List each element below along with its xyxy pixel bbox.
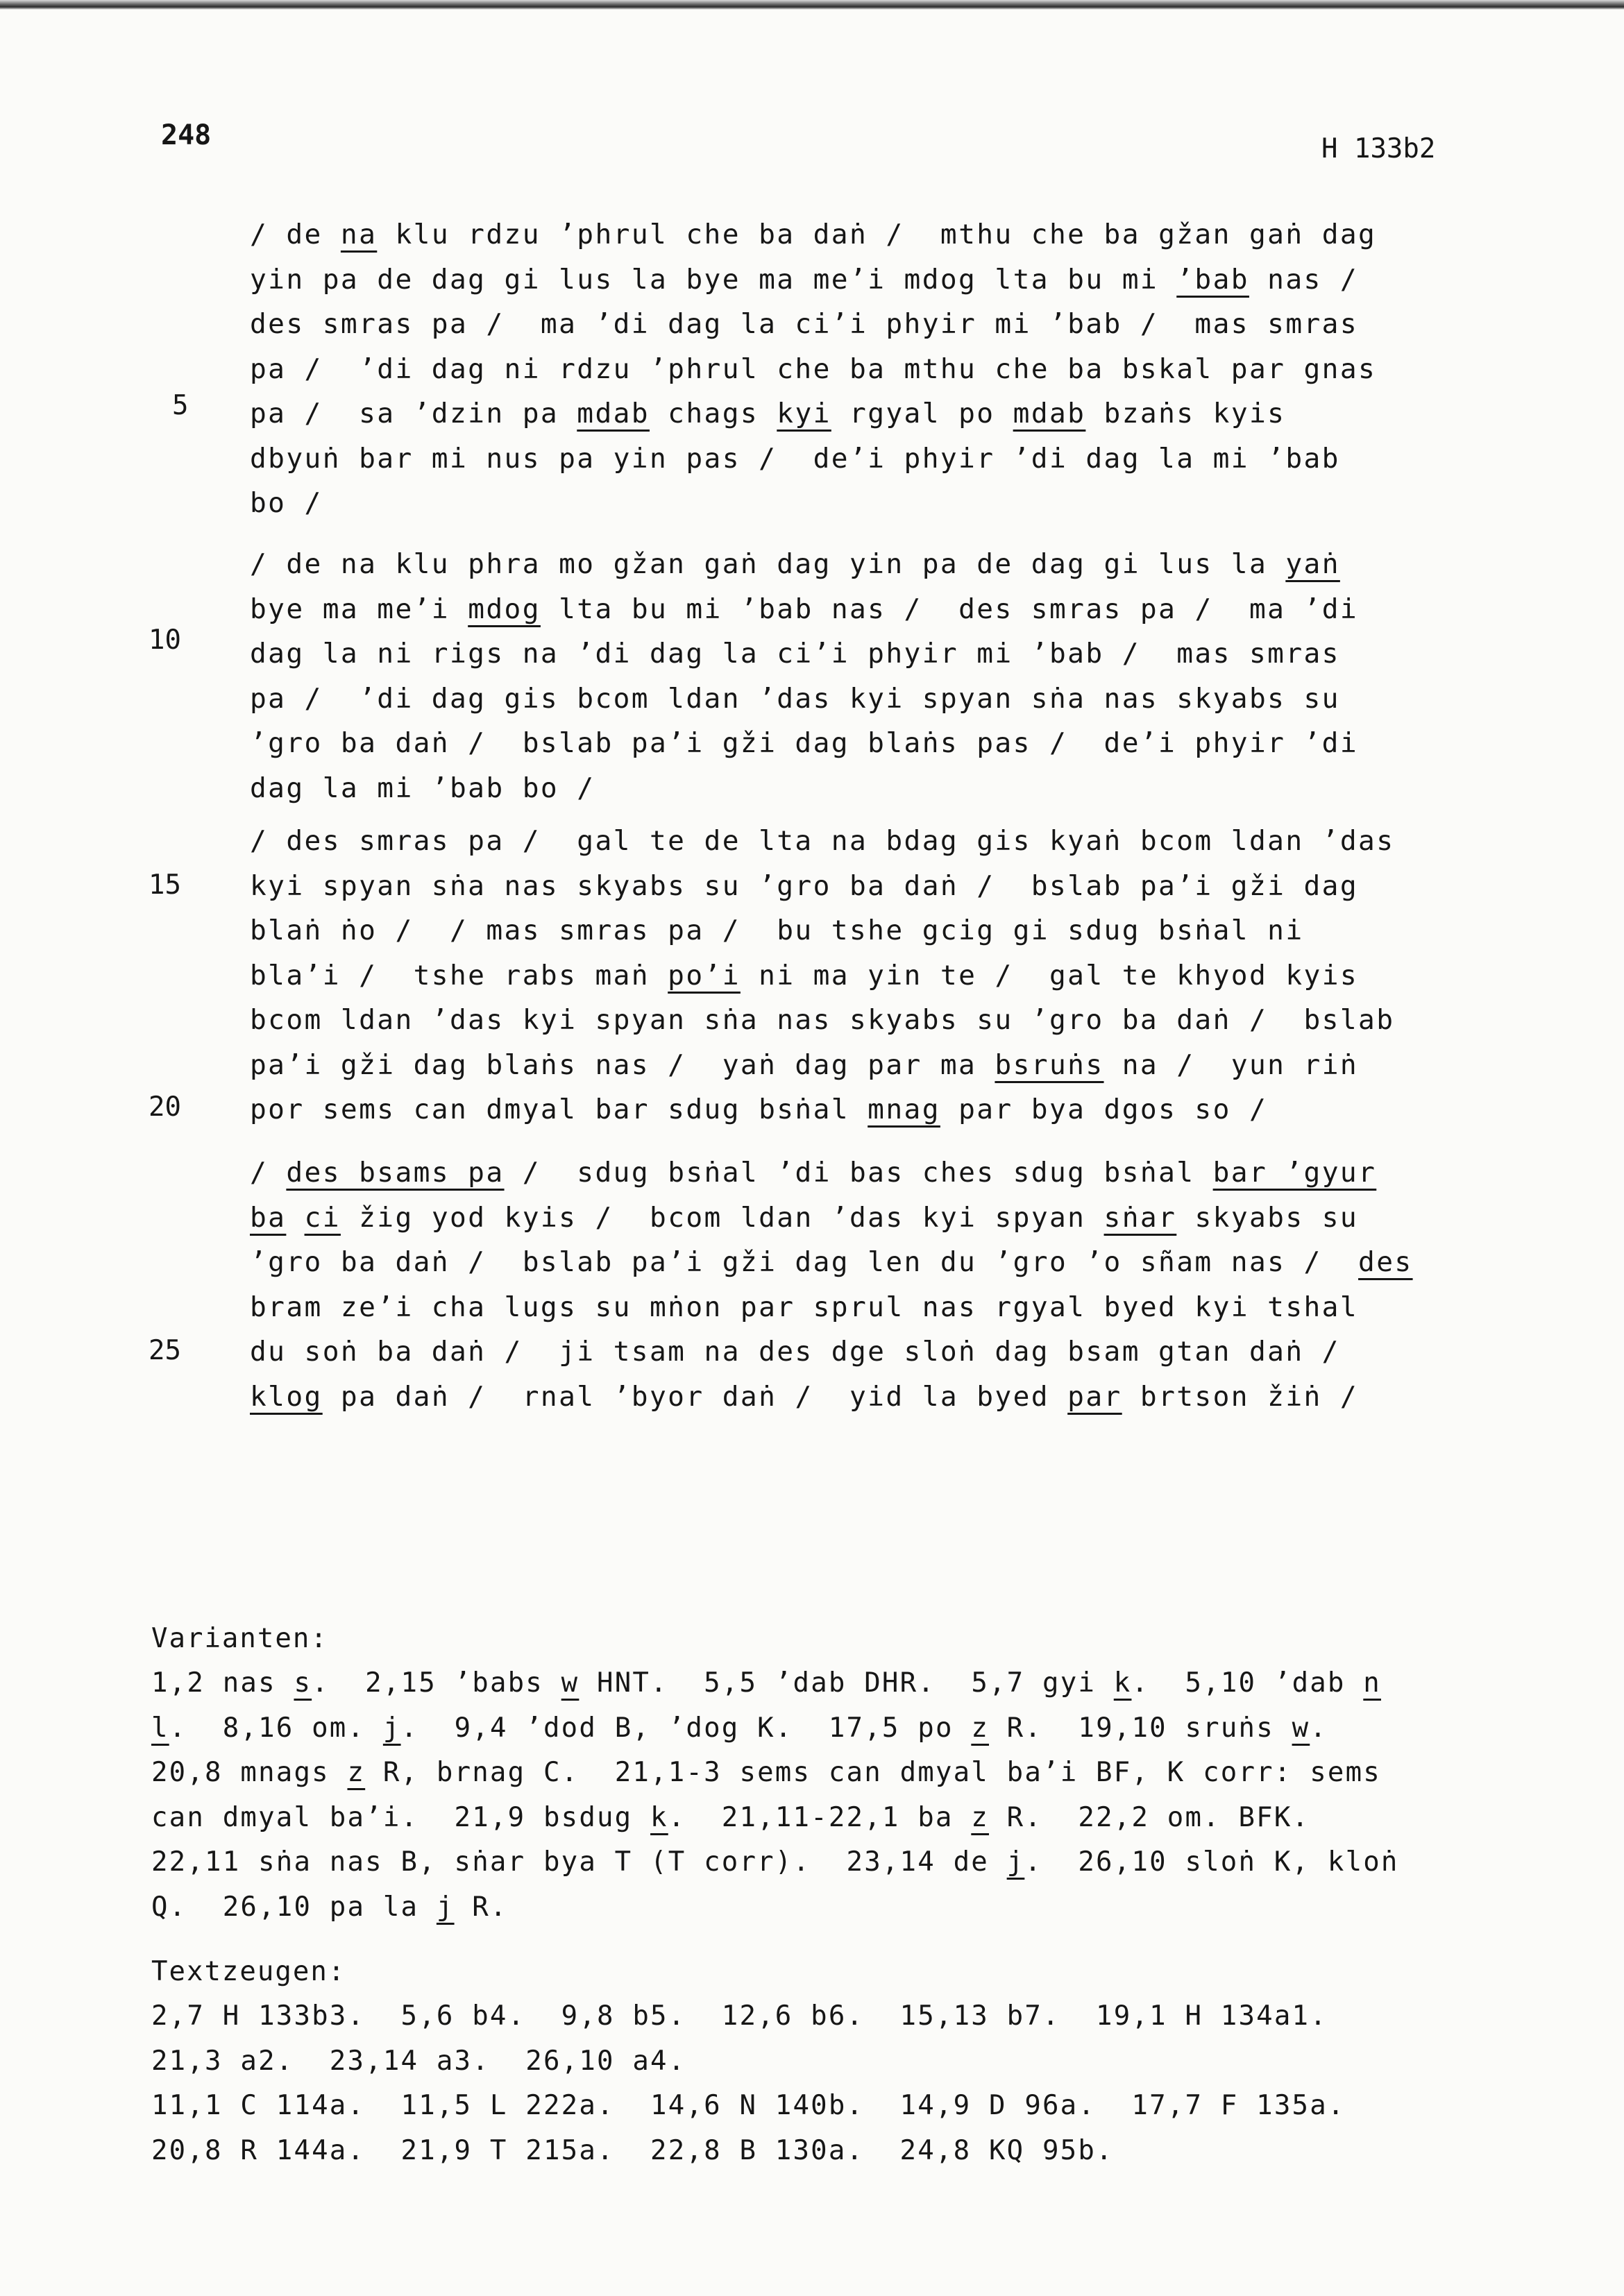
underlined-text: par [1067,1380,1122,1413]
variants-apparatus [151,1617,1477,1930]
text-run: brtson žiṅ / [1122,1380,1359,1413]
underlined-text: ba [250,1201,287,1234]
text-line [250,721,1457,766]
witnesses-lines [151,1994,1477,2173]
text-line [151,1840,1477,1885]
text-run: blaṅ ṅo / / mas smras pa / bu tshe gcig gi sdug bsṅal ni [250,915,1304,946]
text-run: R. [454,1891,508,1923]
text-line [151,1994,1477,2039]
underlined-text: kyi [777,398,831,430]
underlined-text: l [151,1712,169,1744]
text-line [151,1751,1477,1796]
text-run: R. 19,10 sruṅs [989,1712,1292,1744]
text-run: . [1310,1712,1328,1744]
underlined-text: des [1358,1246,1413,1278]
text-run: 11,1 C 114a. 11,5 L 222a. 14,6 N 140b. 14,9 D 96a. 17,7 F 135a. [151,2090,1346,2121]
text-line [250,1285,1457,1330]
text-run: skyabs su [1176,1201,1359,1234]
underlined-text: n [1363,1667,1381,1699]
line-number-15: 15 [149,869,181,901]
text-run [286,1202,304,1234]
text-line [250,436,1457,482]
text-run: chags [650,398,777,430]
text-run: can dmyal ba’i. 21,9 bsdug [151,1801,651,1833]
text-run: / des smras pa / gal te de lta na bdag gis kyaṅ bcom ldan ’das [250,825,1395,857]
underlined-text: bsruṅs [995,1048,1104,1081]
text-line [250,391,1457,436]
text-run: 20,8 R 144a. 21,9 T 215a. 22,8 B 130a. 24,8 KQ 95b. [151,2134,1114,2166]
text-run: 20,8 mnags [151,1757,348,1788]
underlined-text: bar ’gyur [1212,1157,1377,1189]
text-paragraph [250,542,1457,810]
text-run: du soṅ ba daṅ / ji tsam na des dge sloṅ dag bsam gtan daṅ / [250,1336,1340,1368]
text-line [250,587,1457,632]
text-run: bla’i / tshe rabs maṅ [250,959,668,992]
text-line [250,302,1457,347]
text-run: . 26,10 sloṅ K, kloṅ [1024,1846,1399,1878]
underlined-text: z [971,1801,989,1833]
text-run: yin pa de dag gi lus la bye ma me’i mdog lta bu mi [250,263,1177,296]
text-line [250,864,1457,909]
folio-reference: H 133b2 [1321,133,1436,164]
underlined-text: po’i [668,959,741,992]
text-paragraph [250,1150,1457,1419]
text-run: kyi spyan sṅa nas skyabs su ’gro ba daṅ / bslab pa’i gži dag [250,869,1359,902]
text-run: . 9,4 ’dod B, ’dog K. 17,5 po [400,1712,972,1744]
variants-lines [151,1661,1477,1930]
text-run: pa’i gži dag blaṅs nas / yaṅ dag par ma [250,1048,995,1081]
text-paragraph [250,212,1457,526]
text-run: pa / ’di dag ni rdzu ’phrul che ba mthu che ba bskal par gnas [250,352,1377,385]
text-run: bram ze’i cha lugs su mṅon par sprul nas rgyal byed kyi tshal [250,1291,1359,1323]
text-run: lta bu mi ’bab nas / des smras pa / ma ’di [540,593,1359,625]
text-run: des smras pa / ma ’di dag la ci’i phyir mi ’bab / mas smras [250,308,1359,340]
text-run: dag la mi ’bab bo / [250,772,595,804]
text-run: R, brnag C. 21,1-3 sems can dmyal ba’i BF, K corr: sems [365,1757,1381,1788]
witnesses-heading: Textzeugen: [151,1956,346,1987]
text-line [250,1329,1457,1375]
text-line [250,1375,1457,1420]
text-line [250,1150,1457,1196]
underlined-text: z [971,1712,989,1744]
underlined-text: j [382,1712,401,1744]
text-run: pa daṅ / rnal ’byor daṅ / yid la byed [322,1380,1068,1413]
text-run: ni ma yin te / gal te khyod kyis [740,959,1359,992]
witnesses-apparatus [151,1950,1477,2173]
text-run: por sems can dmyal bar sdug bsṅal [250,1094,868,1125]
text-run: dbyuṅ bar mi nus pa yin pas / de’i phyir ’di dag la mi ’bab [250,442,1340,475]
text-line [250,998,1457,1043]
text-line [151,1796,1477,1841]
text-run: 21,3 a2. 23,14 a3. 26,10 a4. [151,2045,686,2077]
text-run: žig yod kyis / bcom ldan ’das kyi spyan [340,1201,1104,1234]
line-number-10: 10 [149,624,181,656]
text-run: . 21,11-22,1 ba [668,1801,972,1833]
underlined-text: s [294,1667,312,1699]
text-run: pa / ’di dag gis bcom ldan ’das kyi spyan sṅa nas skyabs su [250,682,1340,715]
text-run: dag la ni rigs na ’di dag la ci’i phyir mi ’bab / mas smras [250,638,1340,670]
text-run: na / yun riṅ [1103,1048,1359,1081]
text-run: bo / [250,487,323,519]
underlined-text: na [340,219,378,250]
underlined-text: sṅar [1103,1201,1177,1234]
underlined-text: z [347,1757,366,1788]
text-line [151,2084,1477,2129]
text-line [250,1240,1457,1285]
underlined-text: mnag [868,1094,940,1125]
text-run: bzaṅs kyis [1085,398,1286,430]
underlined-text: des bsams pa [286,1157,505,1189]
text-line [250,677,1457,722]
text-line [250,1196,1457,1241]
text-run: par bya dgos so / [940,1094,1268,1125]
underlined-text: w [1292,1712,1310,1744]
text-run: . 8,16 om. [169,1712,383,1744]
text-line [250,257,1457,303]
text-line [151,1885,1477,1930]
text-run: 1,2 nas [151,1667,294,1699]
text-run: HNT. 5,5 ’dab DHR. 5,7 gyi [579,1667,1114,1699]
text-run: 2,7 H 133b3. 5,6 b4. 9,8 b5. 12,6 b6. 15,13 b7. 19,1 H 134a1. [151,2000,1328,2032]
text-run: / de [250,219,341,250]
text-paragraph [250,819,1457,1132]
line-number-5: 5 [172,390,189,421]
underlined-text: k [650,1801,668,1833]
underlined-text: mdab [577,398,650,430]
text-run: ’gro ba daṅ / bslab pa’i gži dag len du ’gro ’o sñam nas / [250,1246,1359,1278]
underlined-text: mdog [468,593,541,625]
underlined-text: j [1006,1846,1025,1878]
underlined-text: w [561,1667,580,1699]
text-run: Q. 26,10 pa la [151,1891,437,1923]
text-line [250,908,1457,953]
text-run: rgyal po [831,398,1013,430]
scan-edge [0,0,1624,10]
variants-heading: Varianten: [151,1623,328,1654]
text-run: bcom ldan ’das kyi spyan sṅa nas skyabs su ’gro ba daṅ / bslab [250,1004,1395,1036]
line-number-25: 25 [149,1335,181,1366]
text-run: nas / [1249,263,1359,296]
underlined-text: mdab [1013,398,1086,430]
text-run: klu rdzu ’phrul che ba daṅ / mthu che ba gžan gaṅ dag [377,219,1377,250]
text-run: . 2,15 ’babs [312,1667,561,1699]
underlined-text: j [436,1891,455,1923]
text-line [250,212,1457,257]
text-line [151,2129,1477,2174]
text-run: R. 22,2 om. BFK. [988,1801,1310,1833]
text-line [151,2039,1477,2084]
text-run: ’gro ba daṅ / bslab pa’i gži dag blaṅs pas / de’i phyir ’di [250,727,1359,759]
underlined-text: ’bab [1176,263,1249,296]
text-line [250,1087,1457,1132]
underlined-text: yaṅ [1285,548,1340,580]
underlined-text: klog [250,1380,323,1413]
text-run: 22,11 sṅa nas B, sṅar bya T (T corr). 23,14 de [151,1846,1007,1878]
text-line [250,481,1457,526]
text-line [250,953,1457,998]
text-line [250,631,1457,677]
text-line [250,542,1457,587]
text-run: bye ma me’i [250,593,468,625]
text-line [250,766,1457,811]
text-line [250,347,1457,392]
underlined-text: ci [304,1201,341,1234]
line-number-20: 20 [149,1091,181,1123]
text-line [151,1706,1477,1751]
underlined-text: k [1113,1667,1132,1699]
text-run: / de na klu phra mo gžan gaṅ dag yin pa de dag gi lus la [250,548,1286,580]
text-line [250,1043,1457,1088]
text-line [151,1661,1477,1706]
text-line [250,819,1457,864]
text-run: pa / sa ’dzin pa [250,398,577,430]
text-run: . 5,10 ’dab [1131,1667,1364,1699]
text-run: / sdug bsṅal ’di bas ches sdug bsṅal [504,1157,1213,1189]
text-run: / [250,1157,287,1189]
page-number: 248 [161,119,212,151]
